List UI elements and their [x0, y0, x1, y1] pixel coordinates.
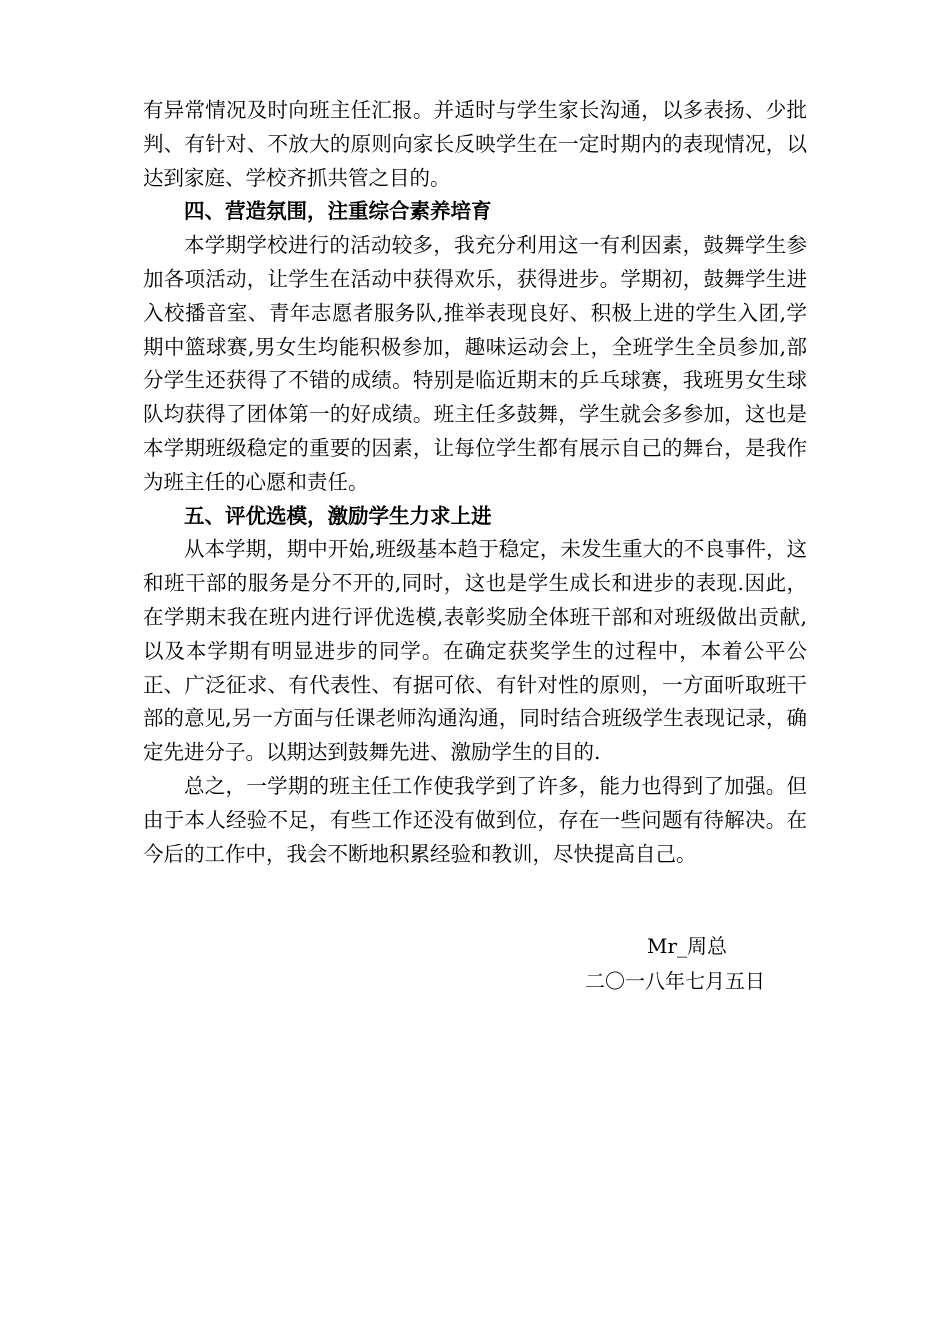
- document-date: 二〇一八年七月五日: [585, 969, 765, 993]
- document-body: [143, 94, 807, 871]
- signature: Mr_周总: [647, 934, 728, 958]
- section-heading-4: 四、营造氛围，注重综合素养培育: [184, 199, 492, 224]
- paragraph-activities: 本学期学校进行的活动较多，我充分利用这一有利因素，鼓舞学生参加各项活动，让学生在活动中获得欢乐，获得进步。学期初，鼓舞学生进入校播音室、青年志愿者服务队,推举表现良好、积极上进的学生入团,学期中篮球赛,男女生均能积极参加，趣味运动会上，全班学生全员参加,部分学生还获得了不错的成绩。特别是临近期末的乒乓球赛，我班男女生球队均获得了团体第一的好成绩。班主任多鼓舞，学生就会多参加，这也是本学期班级稳定的重要的因素，让每位学生都有展示自己的舞台，是我作为班主任的心愿和责任。: [143, 233, 807, 494]
- paragraph-awards: 从本学期，期中开始,班级基本趋于稳定，未发生重大的不良事件，这和班干部的服务是分不开的,同时，这也是学生成长和进步的表现.因此，在学期末我在班内进行评优选模,表彰奖励全体班干部和对班级做出贡献,以及本学期有明显进步的同学。在确定获奖学生的过程中，本着公平公正、广泛征求、有代表性、有据可依、有针对性的原则，一方面听取班干部的意见,另一方面与任课老师沟通沟通，同时结合班级学生表现记录，确定先进分子。以期达到鼓舞先进、激励学生的目的.: [143, 537, 807, 765]
- section-heading-5: 五、评优选模，激励学生力求上进: [184, 503, 492, 528]
- paragraph-continuation: 有异常情况及时向班主任汇报。并适时与学生家长沟通，以多表扬、少批判、有针对、不放大的原则向家长反映学生在一定时期内的表现情况，以达到家庭、学校齐抓共管之目的。: [143, 98, 807, 190]
- paragraph-conclusion: 总之，一学期的班主任工作使我学到了许多，能力也得到了加强。但由于本人经验不足，有些工作还没有做到位，存在一些问题有待解决。在今后的工作中，我会不断地积累经验和教训，尽快提高自己。: [143, 773, 807, 866]
